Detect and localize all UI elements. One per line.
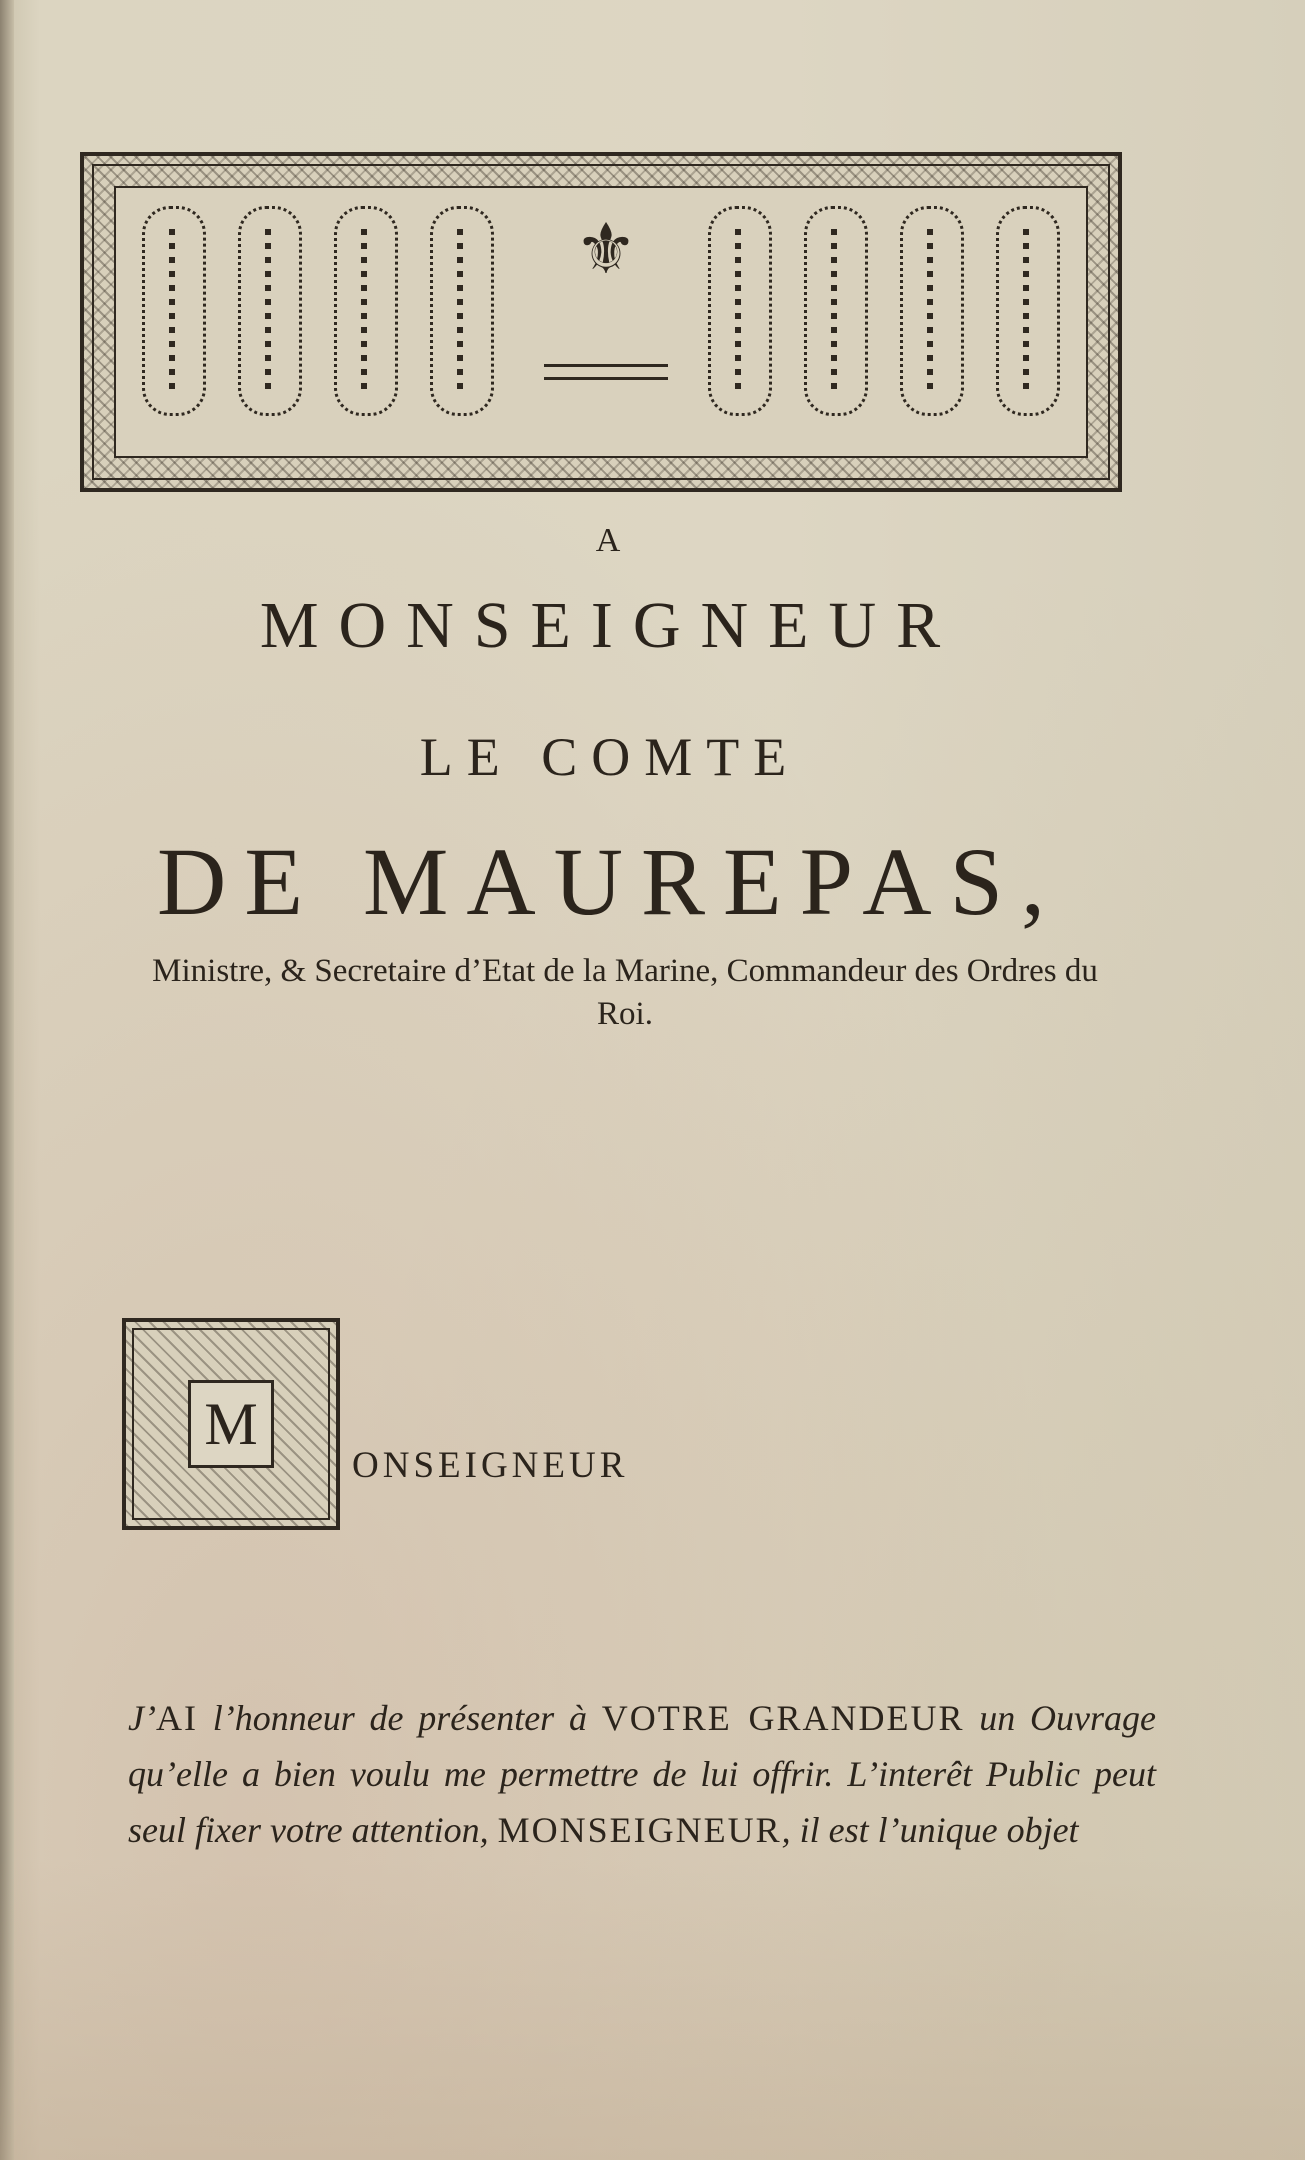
headpiece-panel [114, 186, 1088, 458]
headpiece-column-ornament [142, 206, 206, 416]
headpiece-column-ornament [334, 206, 398, 416]
body-text-smallcaps: VOTRE GRANDEUR [601, 1698, 965, 1738]
fleur-de-lis-icon: ⚜ [544, 206, 668, 406]
ornamental-drop-cap [122, 1318, 340, 1530]
body-text-smallcaps: MONSEIGNEUR [497, 1810, 782, 1850]
ornament-base [544, 364, 668, 380]
drop-cap-letter: M [188, 1380, 274, 1468]
salutation: ONSEIGNEUR [352, 1445, 629, 1486]
ornamental-headpiece [80, 152, 1122, 492]
headpiece-column-ornament [804, 206, 868, 416]
body-text-segment: un Ouvrage qu’elle a bien voulu me permettre de lui offrir. L’interêt Public peut seul fixer votre attention, [128, 1698, 1156, 1850]
dedicatee-offices: Ministre, & Secretaire d’Etat de la Marine, Commandeur des Ordres du Roi. [152, 953, 1098, 1032]
body-text-smallcaps: AI [155, 1698, 198, 1738]
body-text-segment: l’honneur de présenter à [197, 1698, 602, 1738]
dedication-title-le-comte: LE COMTE [419, 727, 801, 787]
headpiece-column-ornament [430, 206, 494, 416]
body-text-segment: , il est l’unique objet [781, 1810, 1079, 1850]
dedication-title-monseigneur: MONSEIGNEUR [259, 589, 961, 662]
dedication-title-de-maurepas: DE MAUREPAS, [157, 828, 1063, 935]
torn-damaged-edge [0, 1860, 1305, 2160]
page-gutter [0, 0, 14, 2160]
dedication-body-paragraph [128, 1690, 1156, 1858]
headpiece-column-ornament [238, 206, 302, 416]
headpiece-column-ornament [708, 206, 772, 416]
headpiece-column-ornament [996, 206, 1060, 416]
dedication-title-a: A [595, 522, 625, 559]
body-text-segment: J’ [128, 1698, 156, 1738]
headpiece-column-ornament [900, 206, 964, 416]
